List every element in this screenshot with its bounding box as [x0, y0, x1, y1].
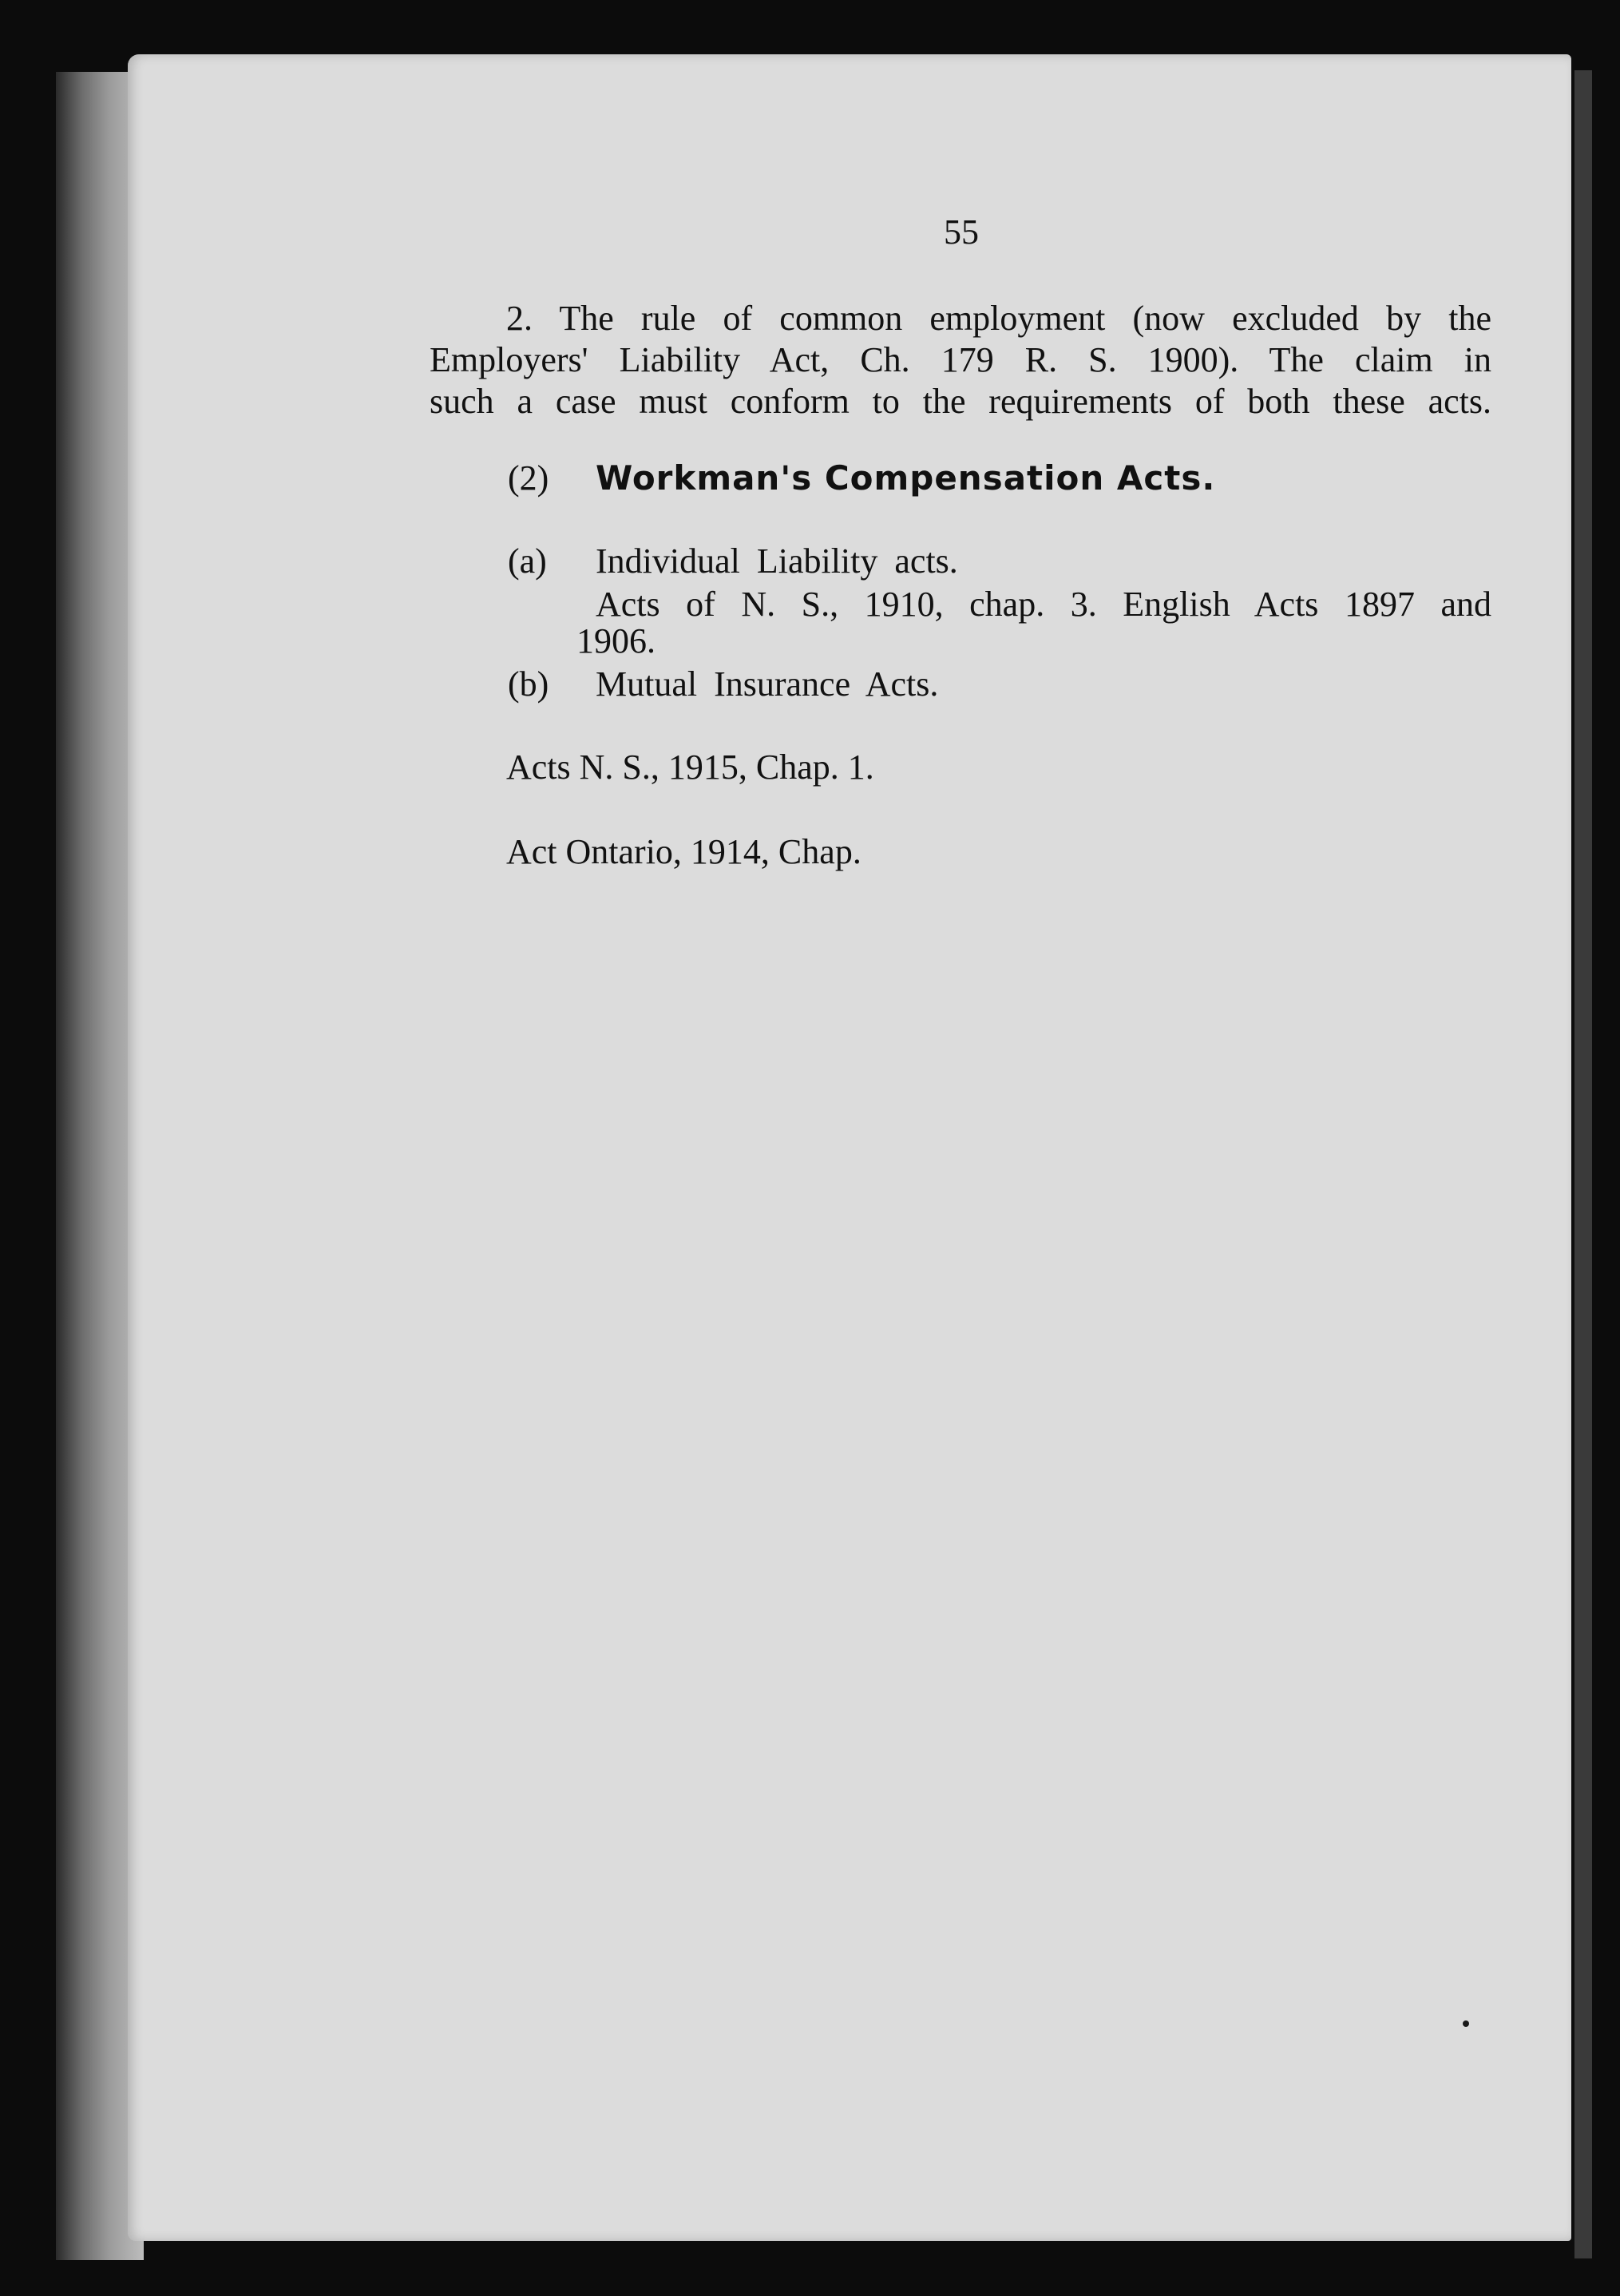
item-a-label: (a)	[508, 541, 547, 581]
item-a-text: Individual Liability acts.	[596, 541, 958, 581]
section-number: (2)	[508, 458, 549, 498]
page-speck	[1463, 2020, 1469, 2027]
item-b-label: (b)	[508, 664, 549, 704]
section-heading: Workman's Compensation Acts.	[596, 458, 1216, 498]
page-number: 55	[944, 212, 979, 252]
facing-page-edge	[1574, 70, 1592, 2258]
paragraph-line-3: such a case must conform to the requirements of both these acts.	[430, 382, 1491, 421]
note-line-1: Acts N. S., 1915, Chap. 1.	[506, 747, 874, 787]
item-a-continuation: Acts of N. S., 1910, chap. 3. English Acts 1897 and	[596, 585, 1491, 624]
paragraph-line-1: 2. The rule of common employment (now excluded by the	[506, 299, 1491, 338]
item-a-wrap: 1906.	[576, 621, 656, 660]
item-b-text: Mutual Insurance Acts.	[596, 664, 939, 704]
note-line-2: Act Ontario, 1914, Chap.	[506, 832, 861, 871]
paragraph-line-2: Employers' Liability Act, Ch. 179 R. S. 1900). The claim in	[430, 340, 1491, 379]
